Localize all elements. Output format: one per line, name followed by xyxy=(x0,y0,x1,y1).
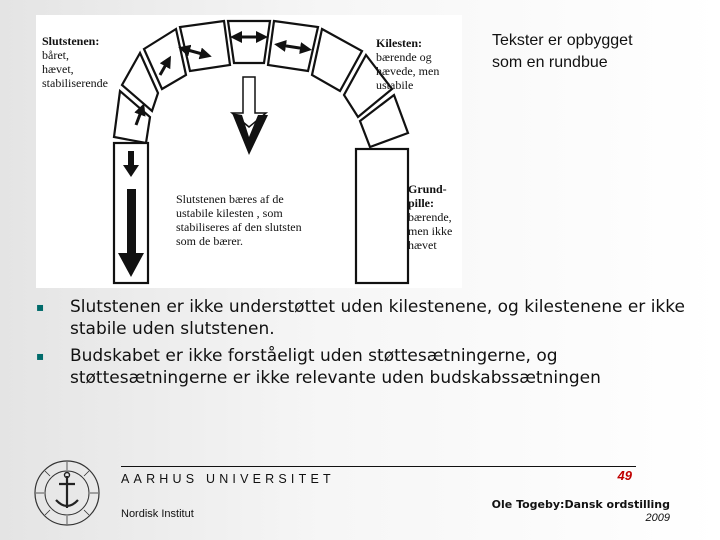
institute-name: Nordisk Institut xyxy=(121,508,194,520)
keystone-note-line: stabiliseres af den slutsten xyxy=(176,220,302,234)
pillar-label-line: bærende, xyxy=(408,210,452,224)
keystone-label-line: båret, xyxy=(42,48,69,62)
pillar-label-line: men ikke xyxy=(408,224,453,238)
keystone-label-line: Slutstenen: xyxy=(42,34,100,48)
year: 2009 xyxy=(645,512,670,524)
bullet-item xyxy=(34,345,694,389)
bullet-list xyxy=(34,296,694,394)
voussoir-label-line: bærende og xyxy=(376,50,432,64)
slide-title xyxy=(492,30,692,74)
keystone-note-line: som de bærer. xyxy=(176,234,243,248)
pillar-label-line: pille: xyxy=(408,196,434,210)
bullet-text: Slutstenen er ikke understøttet uden kilestenene, og kilestenene er ikke stabile uden slutstenen. xyxy=(70,297,685,339)
bullet-item xyxy=(34,296,694,340)
title-line: som en rundbue xyxy=(492,54,608,71)
title-line: Tekster er opbygget xyxy=(492,32,633,49)
bullet-marker-icon: ▪ xyxy=(36,349,45,363)
pillar-right xyxy=(356,149,408,283)
pillar-label-line: hævet xyxy=(408,238,437,252)
voussoir-label-line: Kilesten: xyxy=(376,36,422,50)
pillar-label-line: Grund- xyxy=(408,182,447,196)
keystone-label-line: stabiliserende xyxy=(42,76,108,90)
keystone xyxy=(228,21,270,63)
author-credit: Ole Togeby:Dansk ordstilling xyxy=(491,498,670,511)
university-seal-icon xyxy=(32,458,102,528)
page-number: 49 xyxy=(617,468,632,483)
keystone-note-line: Slutstenen bæres af de xyxy=(176,192,284,206)
voussoir-left-1 xyxy=(180,21,230,71)
university-name: AARHUS UNIVERSITET xyxy=(121,472,335,486)
arch-diagram xyxy=(36,15,462,288)
bullet-text: Budskabet er ikke forståeligt uden støttesætningerne, og støttesætningerne er ikke relevante uden budskabssætningen xyxy=(70,346,601,388)
keystone-note-line: ustabile kilesten , som xyxy=(176,206,283,220)
voussoir-label-line: hævede, men xyxy=(376,64,440,78)
bullet-marker-icon: ▪ xyxy=(36,300,45,314)
keystone-label-line: hævet, xyxy=(42,62,74,76)
footer-divider xyxy=(121,466,636,467)
voussoir-label-line: ustabile xyxy=(376,78,414,92)
